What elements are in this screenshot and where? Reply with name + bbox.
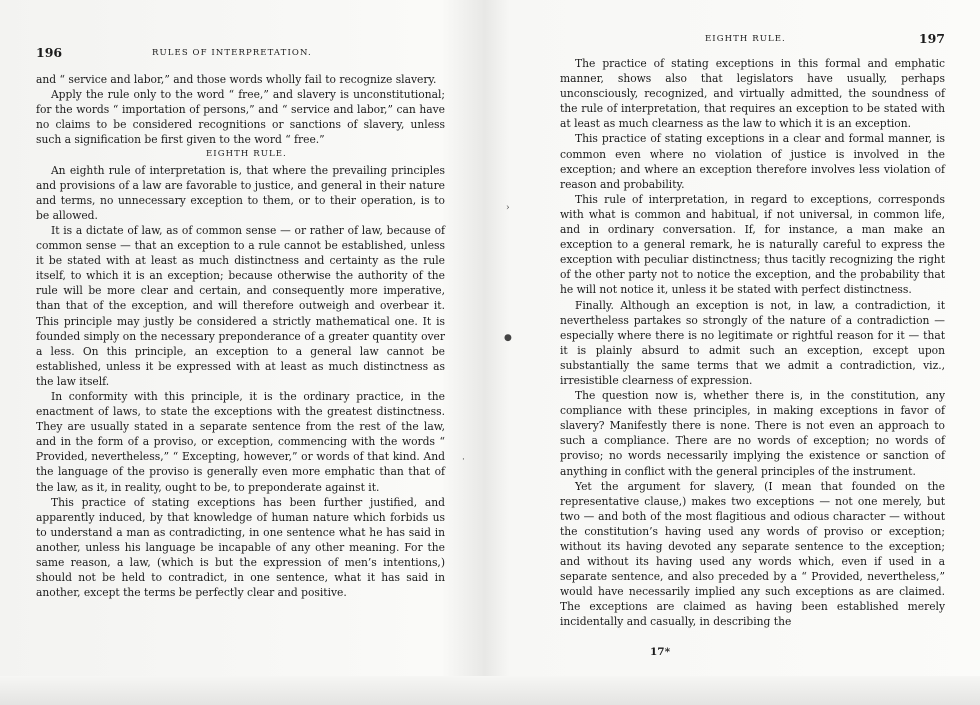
right-page-body <box>560 56 945 630</box>
signature-mark: 17* <box>650 646 671 658</box>
paragraph: An eighth rule of interpretation is, that where the prevailing principles and provisions of a law are favorable to justice, and general in their nature and terms, no unnecessary exception to them, or to their operation, is to be allowed. <box>36 163 445 222</box>
paragraph: In conformity with this principle, it is the ordinary practice, in the enactment of laws, to state the exceptions with the greatest distinctness. They are usually stated in a separate sentence from the rest of the law, and in the form of a proviso, or exception, commencing with the words “ Provided, nevertheless,” “ Excepting, however,” or words of that kind. And the language of the proviso is generally even more emphatic than that of the law, as it, in reality, ought to be, to preponderate against it. <box>36 389 445 494</box>
gutter-mark: › <box>506 203 510 213</box>
gutter-mark: ● <box>504 333 512 343</box>
paragraph: This practice of stating exceptions has been further justified, and apparently induced, by that knowledge of human nature which forbids us to understand a man as contradicting, in one sentence what he has said in another, unless his language be incapable of any other meaning. For the same reason, a law, (which is but the expression of men’s intentions,) should not be held to contradict, in one sentence, what it has said in another, except the terms be perfectly clear and positive. <box>36 495 445 600</box>
right-page-header <box>560 31 945 52</box>
paragraph: The practice of stating exceptions in this formal and emphatic manner, shows also that legislators have usually, perhaps unconsciously, recognized, and virtually admitted, the soundness of the rule of interpretation, that requires an exception to be stated with at least as much clearness as the law to which it is an exception. <box>560 57 945 131</box>
paragraph: Finally. Although an exception is not, in law, a contradiction, it nevertheless partakes so strongly of the nature of a contradiction — especially where there is no legitimate or rightful reason for it — that it is plainly absurd to admit such an exception, except upon substantially the same terms that we admit a contradiction, viz., irresistible clearness of expression. <box>560 298 945 387</box>
left-page-body <box>36 72 445 600</box>
paragraph: Yet the argument for slavery, (I mean that founded on the representative clause,) makes two exceptions — not one merely, but two — and both of the most flagitious and odious character — without the constitution’s having used any words of proviso or exception; without its having devoted any separate sentence to the exception; and without its having used any words which, even if used in a separate sentence, and also preceded by a “ Provided, nevertheless,” would have necessarily implied any such exceptions as are claimed. The exceptions are claimed as having been established merely incidentally and casually, in describing the <box>560 479 945 629</box>
gutter-mark: · <box>462 455 465 465</box>
paragraph: The question now is, whether there is, in the constitution, any compliance with these principles, in making exceptions in favor of slavery? Manifestly there is none. There is not even an approach to such a compliance. There are no words of exception; no words of proviso; no words necessarily implying the existence or sanction of anything in conflict with the general principles of the instrument. <box>560 389 945 478</box>
paragraph: It is a dictate of law, as of common sense — or rather of law, because of common sense — that an exception to a rule cannot be established, unless it be stated with at least as much distinctness and certainty as the rule itself, to which it is an exception; because otherwise the authority of the rule will be more clear and certain, and consequently more imperative, than that of the exception, and will therefore outweigh and overbear it. This principle may justly be considered a strictly mathematical one. It is founded simply on the necessary preponderance of a greater quantity over a less. On this principle, an exception to a general law cannot be established, unless it be expressed with at least as much distinctness as the law itself. <box>36 223 445 388</box>
page-bottom-margin <box>0 676 980 705</box>
left-page <box>30 0 445 705</box>
left-running-title: RULES OF INTERPRETATION. <box>152 48 312 58</box>
paragraph: Apply the rule only to the word “ free,” and slavery is unconstitutional; for the words “ importation of persons,” and “ service and labor,” can have no claims to be considered recognitions or sanctions of slavery, unless such a signification be first given to the word “ free.” <box>36 88 445 147</box>
left-page-number: 196 <box>36 45 63 60</box>
right-page <box>560 0 945 705</box>
right-running-title: EIGHTH RULE. <box>705 34 786 44</box>
right-page-number: 197 <box>918 31 945 46</box>
section-heading: EIGHTH RULE. <box>206 149 287 160</box>
left-page-header <box>30 45 445 66</box>
paragraph: This rule of interpretation, in regard to exceptions, corresponds with what is common and habitual, if not universal, in common life, and in ordinary conversation. If, for instance, a man make an exception to a general remark, he is naturally careful to express the exception with peculiar distinctness; thus tacitly recognizing the right of the other party not to notice the exception, and the probability that he will not notice it, unless it be stated with perfect distinctness. <box>560 192 945 297</box>
paragraph: This practice of stating exceptions in a clear and formal manner, is common even where no violation of justice is involved in the exception; and where an exception therefore involves less violation of reason and probability. <box>560 132 945 191</box>
paragraph: and “ service and labor,” and those words wholly fail to recognize slavery. <box>36 73 437 86</box>
